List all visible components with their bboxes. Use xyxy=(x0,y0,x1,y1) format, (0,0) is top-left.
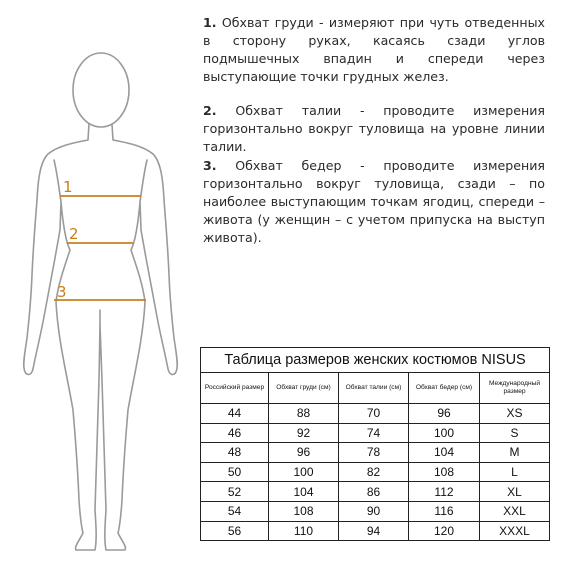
header-waist: Обхват талии (см) xyxy=(339,373,409,404)
table-row xyxy=(201,482,550,502)
instruction-text: Обхват груди - измеряют при чуть отведенных в сторону руках, касаясь сзади углов подмышечных впадин и спереди через выступающие точки грудных желез. xyxy=(203,15,545,84)
table-cell: S xyxy=(480,423,550,443)
table-cell: 90 xyxy=(339,501,409,521)
figure-body-outline xyxy=(24,124,178,550)
table-cell: 96 xyxy=(269,443,339,463)
table-cell: 86 xyxy=(339,482,409,502)
table-row xyxy=(201,501,550,521)
table-cell: 50 xyxy=(201,462,269,482)
instruction-text: Обхват талии - проводите измерения горизонтально вокруг туловища на уровне линии талии. xyxy=(203,103,545,154)
table-cell: 100 xyxy=(409,423,480,443)
figure-arm-inner-left xyxy=(54,160,61,202)
table-cell: 110 xyxy=(269,521,339,541)
instruction-number: 3. xyxy=(203,158,217,173)
chest-marker: 1 xyxy=(63,178,73,196)
instruction-number: 2. xyxy=(203,103,217,118)
table-row xyxy=(201,423,550,443)
table-cell: 70 xyxy=(339,404,409,424)
table-cell: 92 xyxy=(269,423,339,443)
header-hips: Обхват бедер (см) xyxy=(409,373,480,404)
table-cell: XXL xyxy=(480,501,550,521)
table-cell: 100 xyxy=(269,462,339,482)
figure-arm-inner-right xyxy=(140,160,147,202)
hip-marker: 3 xyxy=(57,283,67,301)
table-cell: XL xyxy=(480,482,550,502)
table-row xyxy=(201,443,550,463)
table-cell: 74 xyxy=(339,423,409,443)
table-cell: XS xyxy=(480,404,550,424)
table-cell: 104 xyxy=(409,443,480,463)
table-cell: 44 xyxy=(201,404,269,424)
table-cell: 56 xyxy=(201,521,269,541)
table-row xyxy=(201,462,550,482)
waist-marker: 2 xyxy=(69,225,79,243)
table-cell: 52 xyxy=(201,482,269,502)
header-international-size: Международный размер xyxy=(480,373,550,404)
table-cell: 94 xyxy=(339,521,409,541)
table-row xyxy=(201,521,550,541)
table-cell: 54 xyxy=(201,501,269,521)
table-cell: L xyxy=(480,462,550,482)
table-cell: 88 xyxy=(269,404,339,424)
instruction-text: Обхват бедер - проводите измерения горизонтально вокруг туловища, сзади – по наиболее выступающим точкам ягодиц, спереди – живота (у женщин – с учетом припуска на выступ живота). xyxy=(203,158,545,245)
table-cell: 82 xyxy=(339,462,409,482)
table-cell: 46 xyxy=(201,423,269,443)
table-cell: XXXL xyxy=(480,521,550,541)
instruction-number: 1. xyxy=(203,15,217,30)
table-cell: 104 xyxy=(269,482,339,502)
instruction-waist xyxy=(203,102,545,156)
table-cell: 116 xyxy=(409,501,480,521)
header-russian-size: Российский размер xyxy=(201,373,269,404)
body-figure xyxy=(0,0,200,570)
table-cell: 78 xyxy=(339,443,409,463)
table-title: Таблица размеров женских костюмов NISUS xyxy=(201,348,550,373)
table-cell: 108 xyxy=(269,501,339,521)
table-cell: 96 xyxy=(409,404,480,424)
header-chest: Обхват груди (см) xyxy=(269,373,339,404)
instruction-chest xyxy=(203,14,545,86)
table-header-row xyxy=(201,373,550,404)
table-row xyxy=(201,404,550,424)
size-table xyxy=(200,347,550,541)
table-cell: 120 xyxy=(409,521,480,541)
table-cell: 108 xyxy=(409,462,480,482)
figure-head xyxy=(73,53,129,127)
table-cell: 112 xyxy=(409,482,480,502)
instruction-hips xyxy=(203,157,545,247)
table-title-row xyxy=(201,348,550,373)
table-cell: M xyxy=(480,443,550,463)
table-cell: 48 xyxy=(201,443,269,463)
